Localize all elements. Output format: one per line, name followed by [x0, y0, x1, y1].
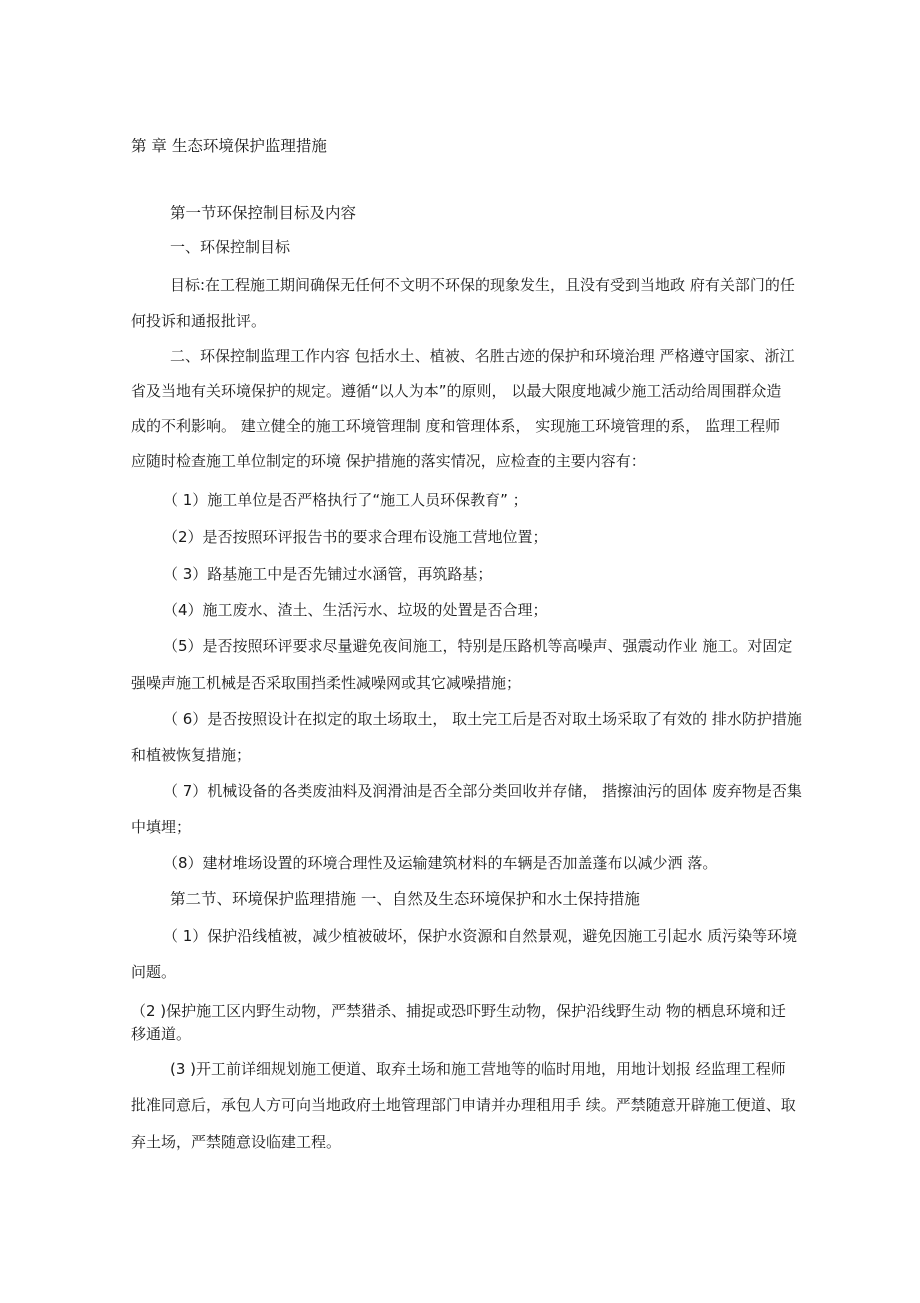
check-item-4: （4）施工废水、渣土、生活污水、垃圾的处置是否合理； [163, 601, 548, 619]
check-item-3: （ 3）路基施工中是否先铺过水涵管，再筑路基； [163, 565, 493, 583]
measure-2-line2: 移通道。 [131, 1025, 192, 1043]
content-line2: 省及当地有关环境保护的规定。遵循“以人为本”的原则， 以最大限度地减少施工活动给周围群众造 [131, 382, 782, 400]
check-item-8: （8）建材堆场设置的环境合理性及运输建筑材料的车辆是否加盖蓬布以减少洒 落。 [163, 854, 718, 872]
section1-title: 第一节环保控制目标及内容 [170, 204, 357, 222]
measure-3-line3: 弃土场，严禁随意设临建工程。 [131, 1133, 342, 1151]
goal-line1: 目标:在工程施工期间确保无任何不文明不环保的现象发生，且没有受到当地政 府有关部门的任 [170, 276, 795, 294]
check-item-7-line2: 中填埋； [131, 818, 192, 836]
check-item-6-line1: （ 6）是否按照设计在拟定的取土场取土， 取土完工后是否对取土场采取了有效的 排水防护措施 [163, 710, 802, 728]
measure-1-line2: 问题。 [131, 963, 177, 981]
measure-1-line1: （ 1）保护沿线植被，减少植被破坏，保护水资源和自然景观，避免因施工引起水 质污染等环境 [163, 927, 798, 945]
measure-3-line1: (3 )开工前详细规划施工便道、取弃土场和施工营地等的临时用地，用地计划报 经监理工程师 [170, 1060, 786, 1078]
goal-line2: 何投诉和通报批评。 [131, 312, 267, 330]
check-item-1: （ 1）施工单位是否严格执行了“施工人员环保教育” ； [163, 491, 528, 509]
check-item-6-line2: 和植被恢复措施； [131, 746, 252, 764]
check-item-5-line2: 强噪声施工机械是否采取围挡柔性减噪网或其它减噪措施； [131, 674, 522, 692]
measure-2-line1: （2 )保护施工区内野生动物，严禁猎杀、捕捉或恐吓野生动物，保护沿线野生动 物的栖息环境和迁 [131, 1002, 786, 1020]
content-line1: 二、环保控制监理工作内容 包括水土、植被、名胜古迹的保护和环境治理 严格遵守国家、浙江 [170, 347, 795, 365]
content-line3: 成的不利影响。 建立健全的施工环境管理制 度和管理体系， 实现施工环境管理的系， 监理工程师 [131, 417, 781, 435]
check-item-7-line1: （ 7）机械设备的各类废油料及润滑油是否全部分类回收并存储， 揩擦油污的固体 废弃物是否集 [163, 782, 802, 800]
check-item-5-line1: （5）是否按照环评要求尽量避免夜间施工，特别是压路机等高噪声、强震动作业 施工。对固定 [163, 637, 793, 655]
chapter-title: 第 章 生态环境保护监理措施 [131, 137, 327, 155]
sub1-title: 一、环保控制目标 [170, 238, 291, 256]
content-line4: 应随时检查施工单位制定的环境 保护措施的落实情况，应检查的主要内容有： [131, 452, 646, 470]
check-item-2: （2）是否按照环评报告书的要求合理布设施工营地位置； [163, 528, 548, 546]
section2-title: 第二节、环境保护监理措施 一、自然及生态环境保护和水土保持措施 [170, 890, 640, 908]
measure-3-line2: 批准同意后，承包人方可向当地政府土地管理部门申请并办理租用手 续。严禁随意开辟施工便道、取 [131, 1096, 796, 1114]
